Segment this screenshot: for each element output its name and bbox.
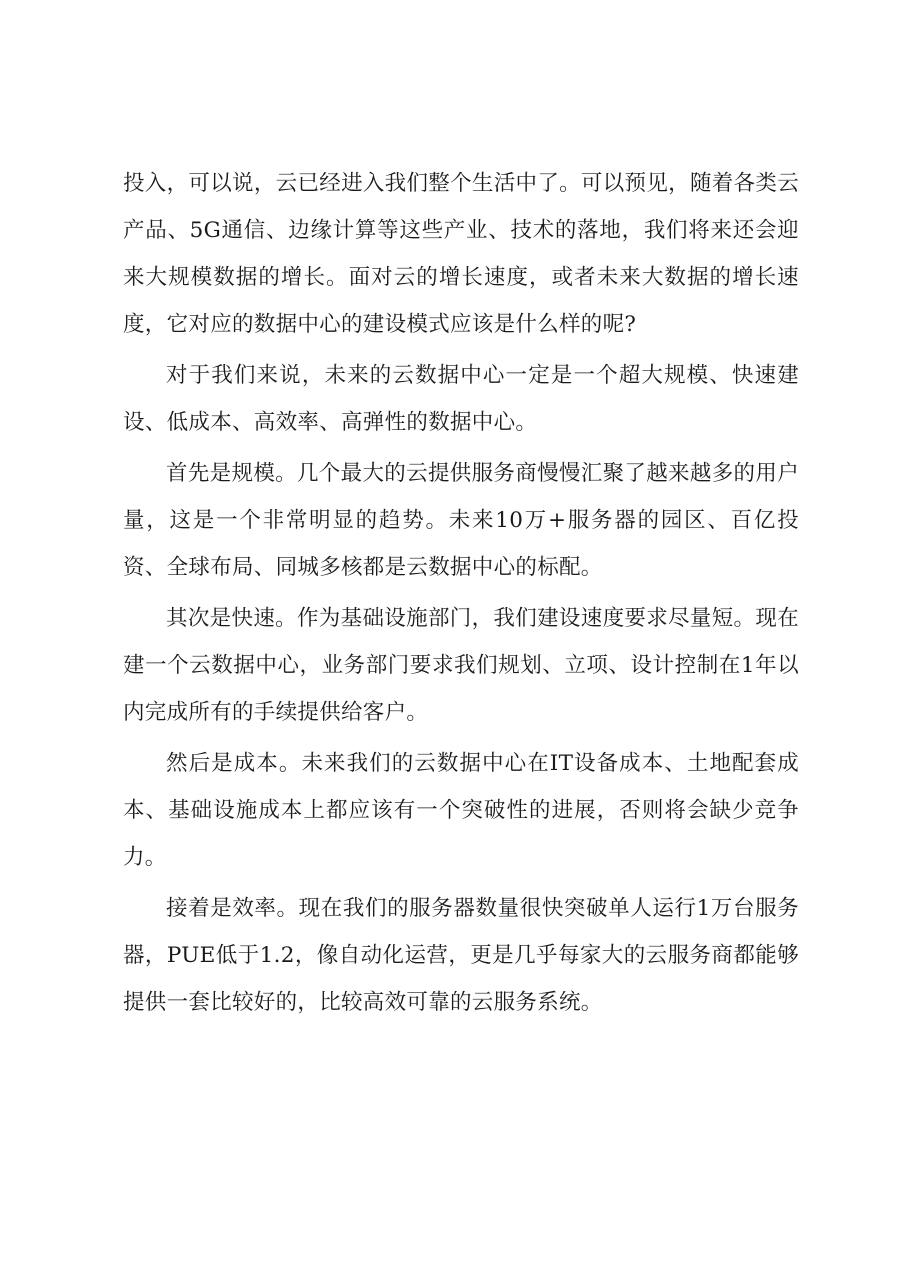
paragraph-cost: 然后是成本。未来我们的云数据中心在IT设备成本、土地配套成本、基础设施成本上都应该有一个突破性的进展，否则将会缺少竞争力。 <box>123 751 799 870</box>
paragraph-efficiency: 接着是效率。现在我们的服务器数量很快突破单人运行1万台服务器，PUE低于1.2，像自动化运营，更是几乎每家大的云服务商都能够提供一套比较好的，比较高效可靠的云服务系统。 <box>123 896 799 1015</box>
paragraph-speed: 其次是快速。作为基础设施部门，我们建设速度要求尽量短。现在建一个云数据中心，业务部门要求我们规划、立项、设计控制在1年以内完成所有的手续提供给客户。 <box>123 606 799 725</box>
paragraph-vision: 对于我们来说，未来的云数据中心一定是一个超大规模、快速建设、低成本、高效率、高弹性的数据中心。 <box>123 363 799 435</box>
paragraph-continuation: 投入，可以说，云已经进入我们整个生活中了。可以预见，随着各类云产品、5G通信、边缘计算等这些产业、技术的落地，我们将来还会迎来大规模数据的增长。面对云的增长速度，或者未来大数据的增长速度，它对应的数据中心的建设模式应该是什么样的呢? <box>123 171 799 337</box>
paragraph-scale: 首先是规模。几个最大的云提供服务商慢慢汇聚了越来越多的用户量，这是一个非常明显的趋势。未来10万+服务器的园区、百亿投资、全球布局、同城多核都是云数据中心的标配。 <box>123 461 799 580</box>
document-body <box>123 160 799 1030</box>
